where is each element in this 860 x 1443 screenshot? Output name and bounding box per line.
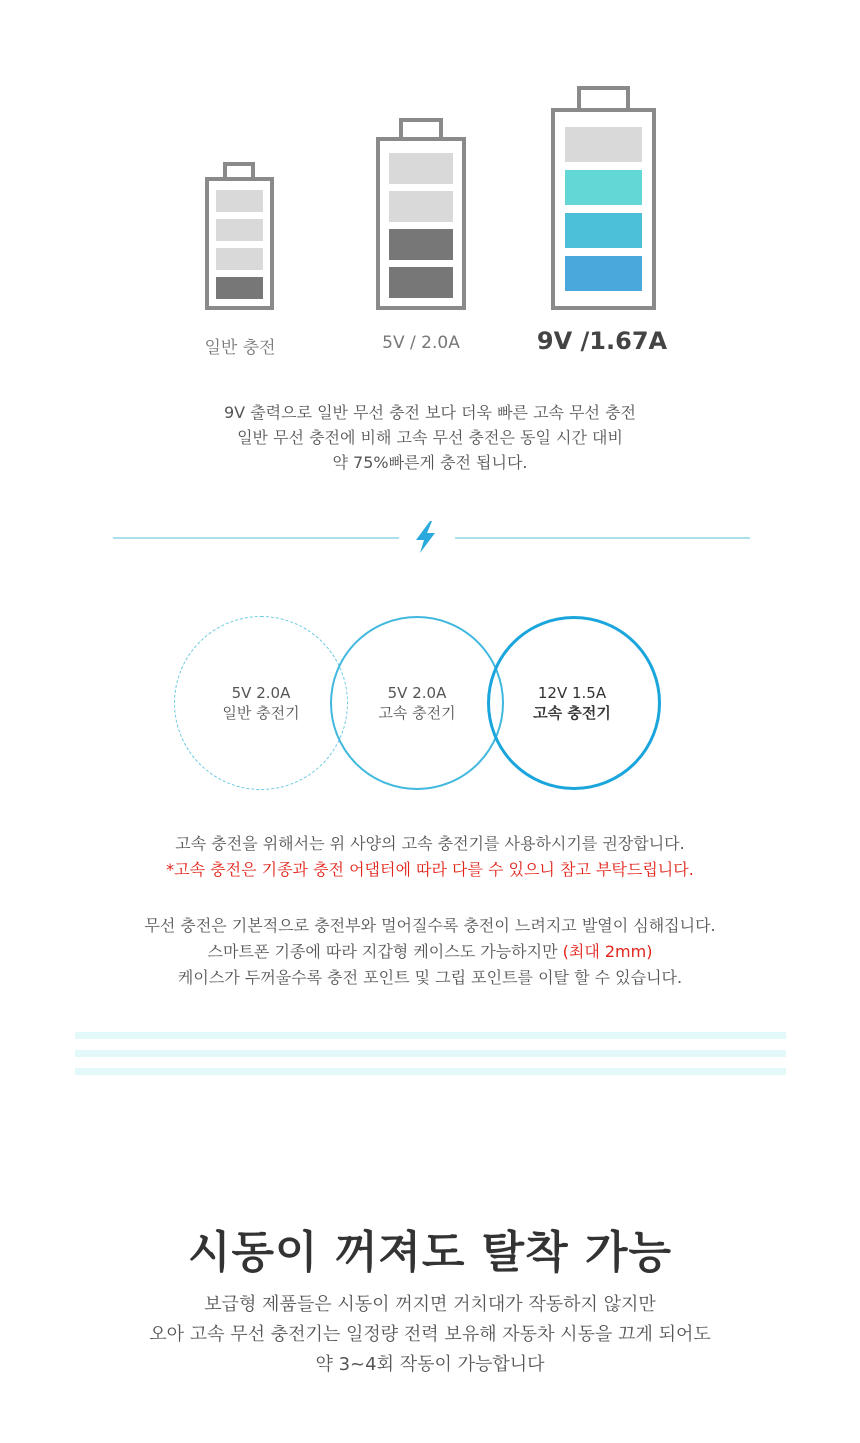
circle-spec: 5V 2.0A [387, 684, 447, 702]
battery-body [551, 108, 656, 310]
battery-cell [389, 229, 453, 260]
battery-cell [389, 153, 453, 184]
circle-spec: 12V 1.5A [537, 684, 607, 702]
circle-spec: 5V 2.0A [231, 684, 291, 702]
comparison-description [0, 400, 860, 475]
description-line: 일반 무선 충전에 비해 고속 무선 충전은 동일 시간 대비 [237, 428, 623, 447]
section-headline: 시동이 꺼져도 탈착 가능 [188, 1227, 672, 1278]
description-line: 9V 출력으로 일반 무선 충전 보다 더욱 빠른 고속 무선 충전 [223, 403, 637, 422]
case-note-line [0, 939, 860, 965]
circle-type: 고속 충전기 [533, 704, 611, 722]
circle-label [342, 683, 492, 723]
decorative-stripe [75, 1050, 786, 1057]
battery-cell [216, 190, 263, 212]
section-description [0, 1290, 860, 1380]
battery-body [205, 177, 274, 310]
battery-cell [216, 248, 263, 270]
divider-line-left [113, 537, 399, 539]
battery-cell [389, 191, 453, 222]
battery-label: 일반 충전 [204, 338, 276, 358]
case-note-text: 스마트폰 기종에 따라 지갑형 케이스도 가능하지만 [207, 942, 563, 961]
divider-line-right [455, 537, 750, 539]
case-note-line: 무선 충전은 기본적으로 충전부와 멀어질수록 충전이 느려지고 발열이 심해집니다. [144, 916, 716, 935]
section-line: 약 3~4회 작동이 가능합니다 [315, 1354, 545, 1375]
decorative-stripe [75, 1068, 786, 1075]
battery-label: 9V /1.67A [536, 327, 668, 355]
circle-type: 고속 충전기 [378, 704, 456, 722]
battery-label: 5V / 2.0A [382, 333, 460, 353]
battery-body [376, 137, 466, 310]
max-thickness-highlight: (최대 2mm) [562, 942, 653, 961]
battery-cell [565, 213, 642, 248]
battery-cell [389, 267, 453, 298]
recommend-note: 고속 충전을 위해서는 위 사양의 고속 충전기를 사용하시기를 권장합니다. [175, 834, 685, 853]
battery-cell [565, 170, 642, 205]
decorative-stripe [75, 1032, 786, 1039]
warning-note: *고속 충전은 기종과 충전 어댑터에 따라 다를 수 있으니 참고 부탁드립니다. [166, 860, 694, 879]
lightning-bolt-icon [412, 520, 440, 554]
battery-cell [565, 256, 642, 291]
circle-label [497, 683, 647, 723]
battery-cell [565, 127, 642, 162]
case-note-line: 케이스가 두꺼울수록 충전 포인트 및 그립 포인트를 이탈 할 수 있습니다. [177, 968, 683, 987]
description-line: 약 75%빠른게 충전 됩니다. [332, 453, 528, 472]
section-line: 보급형 제품들은 시동이 꺼지면 거치대가 작동하지 않지만 [204, 1294, 656, 1315]
circle-type: 일반 충전기 [222, 704, 300, 722]
circle-label [186, 683, 336, 723]
battery-cell [216, 277, 263, 299]
section-line: 오아 고속 무선 충전기는 일정량 전력 보유해 자동차 시동을 끄게 되어도 [149, 1324, 711, 1345]
battery-cell [216, 219, 263, 241]
